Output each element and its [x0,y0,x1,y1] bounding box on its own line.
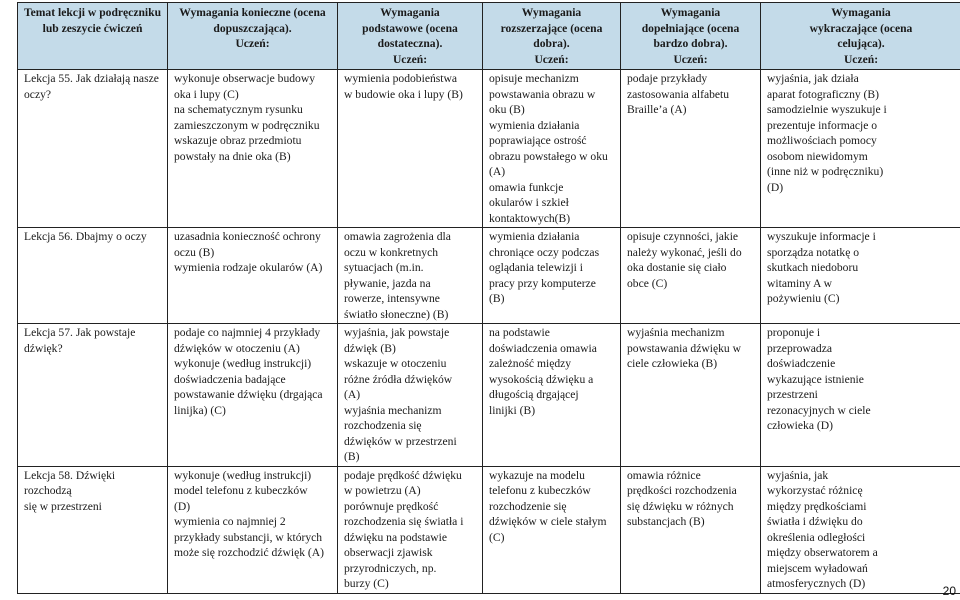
header-line: Wymagania [380,6,440,19]
cell-line: podaje przykłady [627,72,708,85]
cell-line: samodzielnie wyszukuje i [767,103,887,116]
complementary-cell [621,228,761,324]
table-row [18,228,960,324]
cell-line: przykłady substancji, w których [174,530,323,544]
cell-line: oczu (B) [174,245,215,259]
cell-line: rowerze, intensywne [344,292,440,305]
cell-line: doświadczenie [767,357,836,370]
header-complementary [621,3,761,70]
cell-line: uzasadnia konieczność ochrony [174,230,321,243]
cell-line: zależność między [489,357,572,370]
cell-line: na podstawie [489,326,550,339]
cell-line: różne źródła dźwięków [344,372,453,386]
cell-line: się dźwięku w różnych [627,499,734,513]
lesson-topic-cell [18,324,168,467]
table-row [18,466,960,593]
cell-line: powstawania dźwięku w [627,341,741,355]
cell-line: w powietrzu (A) [344,484,421,497]
extended-cell [483,466,621,593]
cell-line: chroniące oczy podczas [489,245,600,259]
extended-cell [483,228,621,324]
cell-line: (D) [767,180,784,194]
cell-line: rozchodzenia się [344,419,422,432]
cell-line: wyjaśnia, jak powstaje [344,326,450,339]
cell-line: telefonu z kubeczków [489,484,591,497]
header-line: Uczeń: [392,52,428,66]
cell-line: wykonuje obserwacje budowy [174,72,316,85]
cell-line: światła i dźwięku do [767,515,863,528]
cell-line: podaje prędkość dźwięku [344,468,462,482]
cell-line: określenia odległości [767,530,866,544]
cell-line: sytuacjach (m.in. [344,261,424,274]
cell-line: oka i lupy (C) [174,87,239,101]
cell-line: (C) [489,530,505,544]
exceeding-cell [761,228,960,324]
cell-line: podaje co najmniej 4 przykłady [174,326,321,339]
header-required [168,3,338,70]
cell-line: skutkach niedoboru [767,261,859,274]
cell-line: proponuje i [767,326,821,339]
cell-line: wykonuje (według instrukcji) [174,357,312,370]
cell-line: człowieka (D) [767,419,833,432]
cell-line: wymienia rodzaje okularów (A) [174,261,323,274]
cell-line: dźwięk (B) [344,341,396,355]
cell-line: dźwięku na podstawie [344,530,448,544]
complementary-cell [621,70,761,228]
table-body [18,70,960,594]
cell-line: prezentuje informacje o [767,118,878,132]
cell-line: powstały na dnie oka (B) [174,149,291,163]
cell-line: możliwościach pomocy [767,134,877,147]
cell-line: między obserwatorem a [767,546,878,559]
cell-line: omawia zagrożenia dla [344,230,451,243]
complementary-cell [621,324,761,467]
cell-line: atmosferycznych (D) [767,577,866,590]
cell-line: (B) [489,292,505,305]
cell-line: wyjaśnia mechanizm [627,326,725,339]
cell-line: powstawania obrazu w [489,87,596,101]
cell-line: wyszukuje informacje i [767,230,876,243]
cell-line: rozchodzenia się światła i [344,515,464,528]
cell-line: (D) [174,499,191,513]
header-line: celująca). [837,37,885,50]
required-cell [168,228,338,324]
header-row [18,3,960,70]
cell-line: wykorzystać różnicę [767,484,863,497]
cell-line: wskazuje w otoczeniu [344,357,447,370]
header-line: Wymagania [521,6,582,19]
cell-line: może się rozchodzić dźwięk (A) [174,546,325,559]
cell-line: przeprowadza [767,341,833,355]
cell-line: (B) [344,450,360,463]
cell-line: wymienia działania [489,118,580,132]
cell-line: wymienia działania [489,230,580,243]
cell-line: pożywieniu (C) [767,292,840,305]
cell-line: na schematycznym rysunku [174,103,303,116]
lesson-topic-cell [18,466,168,593]
header-line: Uczeń: [534,52,569,66]
header-line: Uczeń: [673,52,708,66]
exceeding-cell [761,466,960,593]
cell-line: substancjach (B) [627,515,705,528]
cell-line: pracy przy komputerze [489,276,596,290]
cell-line: rozchodzenie się [489,499,567,513]
cell-line: porównuje prędkość [344,499,439,513]
exceeding-cell [761,70,960,228]
cell-line: się w przestrzeni [24,499,102,513]
cell-line: okularów i szkieł [489,196,569,209]
cell-line: oczu w konkretnych [344,245,439,259]
cell-line: doświadczenia badające [174,372,286,386]
cell-line: powstawanie dźwięku (drgająca [174,388,323,401]
header-lesson-topic [18,3,168,70]
header-line: lub zeszycie ćwiczeń [42,21,143,35]
required-cell [168,466,338,593]
cell-line: (A) [344,388,361,401]
cell-line: rezonacyjnych w ciele [767,403,871,417]
required-cell [168,324,338,467]
cell-line: osobom niewidomym [767,149,868,163]
cell-line: długością drgającej [489,388,579,401]
header-line: Uczeń: [235,37,270,50]
cell-line: wymienia co najmniej 2 [174,515,286,528]
cell-line: (A) [489,165,506,178]
cell-line: wysokością dźwięku a [489,372,594,386]
table-row [18,70,960,228]
cell-line: Lekcja 58. Dźwięki rozchodzą [24,468,116,497]
cell-line: wykonuje (według instrukcji) [174,468,312,482]
cell-line: Lekcja 57. Jak powstaje [24,326,136,339]
cell-line: w budowie oka i lupy (B) [344,87,463,101]
header-line: bardzo dobra). [653,37,728,50]
cell-line: obrazu powstałego w oku [489,149,608,163]
cell-line: dźwięk? [24,341,63,355]
cell-line: (inne niż w podręczniku) [767,165,884,178]
cell-line: dźwięków w ciele stałym [489,515,607,528]
cell-line: Lekcja 55. Jak działają nasze [24,72,159,85]
requirements-table [17,2,960,594]
cell-line: doświadczenia omawia [489,341,597,355]
cell-line: przyrodniczych, np. [344,561,437,575]
cell-line: Braille’a (A) [627,103,687,116]
cell-line: światło słoneczne) (B) [344,307,449,321]
cell-line: dźwięków w otoczeniu (A) [174,341,300,355]
header-basic [338,3,483,70]
cell-line: między prędkościami [767,499,867,513]
header-line: rozszerzające (ocena [500,21,603,35]
required-cell [168,70,338,228]
cell-line: linijka) (C) [174,403,226,417]
cell-line: sporządza notatkę o [767,245,860,259]
cell-line: wyjaśnia, jak działa [767,72,859,85]
lesson-topic-cell [18,228,168,324]
cell-line: omawia różnice [627,468,701,482]
header-line: dobra). [533,37,570,50]
cell-line: wyjaśnia mechanizm [344,403,442,417]
cell-line: aparat fotograficzny (B) [767,87,880,101]
header-line: Wymagania [660,6,721,19]
cell-line: prędkości rozchodzenia [627,484,737,497]
header-line: dopuszczająca). [213,21,292,35]
header-extended [483,3,621,70]
cell-line: witaminy A w [767,276,833,290]
extended-cell [483,70,621,228]
cell-line: oglądania telewizji i [489,261,584,274]
cell-line: linijki (B) [489,403,536,417]
header-exceeding [761,3,960,70]
header-line: Wymagania konieczne (ocena [179,6,326,19]
cell-line: zastosowania alfabetu [627,87,730,101]
cell-line: wykazuje na modelu [489,468,585,482]
cell-line: wskazuje obraz przedmiotu [174,134,302,147]
cell-line: przestrzeni [767,388,818,401]
header-line: Temat lekcji w podręczniku [23,6,162,19]
cell-line: ciele człowieka (B) [627,357,718,370]
basic-cell [338,466,483,593]
basic-cell [338,324,483,467]
extended-cell [483,324,621,467]
cell-line: obserwacji zjawisk [344,546,433,559]
cell-line: zamieszczonym w podręczniku [174,118,320,132]
cell-line: poprawiające ostrość [489,134,587,147]
basic-cell [338,70,483,228]
complementary-cell [621,466,761,593]
table-row [18,324,960,467]
header-line: Uczeń: [843,52,879,66]
cell-line: dźwięków w przestrzeni [344,434,457,448]
cell-line: burzy (C) [344,577,389,590]
lesson-topic-cell [18,70,168,228]
cell-line: kontaktowych(B) [489,211,571,225]
header-line: podstawowe (ocena [362,21,458,35]
cell-line: opisuje czynności, jakie [627,230,739,243]
header-line: wykraczające (ocena [809,21,913,35]
cell-line: miejscem wyładowań [767,561,868,575]
cell-line: wykazujące istnienie [767,372,864,386]
header-line: dostateczna). [377,37,443,50]
header-line: dopełniające (ocena [641,21,740,35]
header-line: Wymagania [831,6,891,19]
cell-line: należy wykonać, jeśli do [627,245,742,259]
cell-line: wymienia podobieństwa [344,72,458,85]
cell-line: oka dostanie się ciało [627,261,727,274]
cell-line: model telefonu z kubeczków [174,484,308,497]
cell-line: oczy? [24,87,52,101]
cell-line: pływanie, jazda na [344,276,431,290]
cell-line: omawia funkcje [489,180,564,194]
page-number: 20 [942,584,956,598]
cell-line: opisuje mechanizm [489,72,579,85]
cell-line: Lekcja 56. Dbajmy o oczy [24,230,147,243]
cell-line: oku (B) [489,103,525,116]
cell-line: obce (C) [627,276,668,290]
exceeding-cell [761,324,960,467]
basic-cell [338,228,483,324]
cell-line: wyjaśnia, jak [767,468,829,482]
